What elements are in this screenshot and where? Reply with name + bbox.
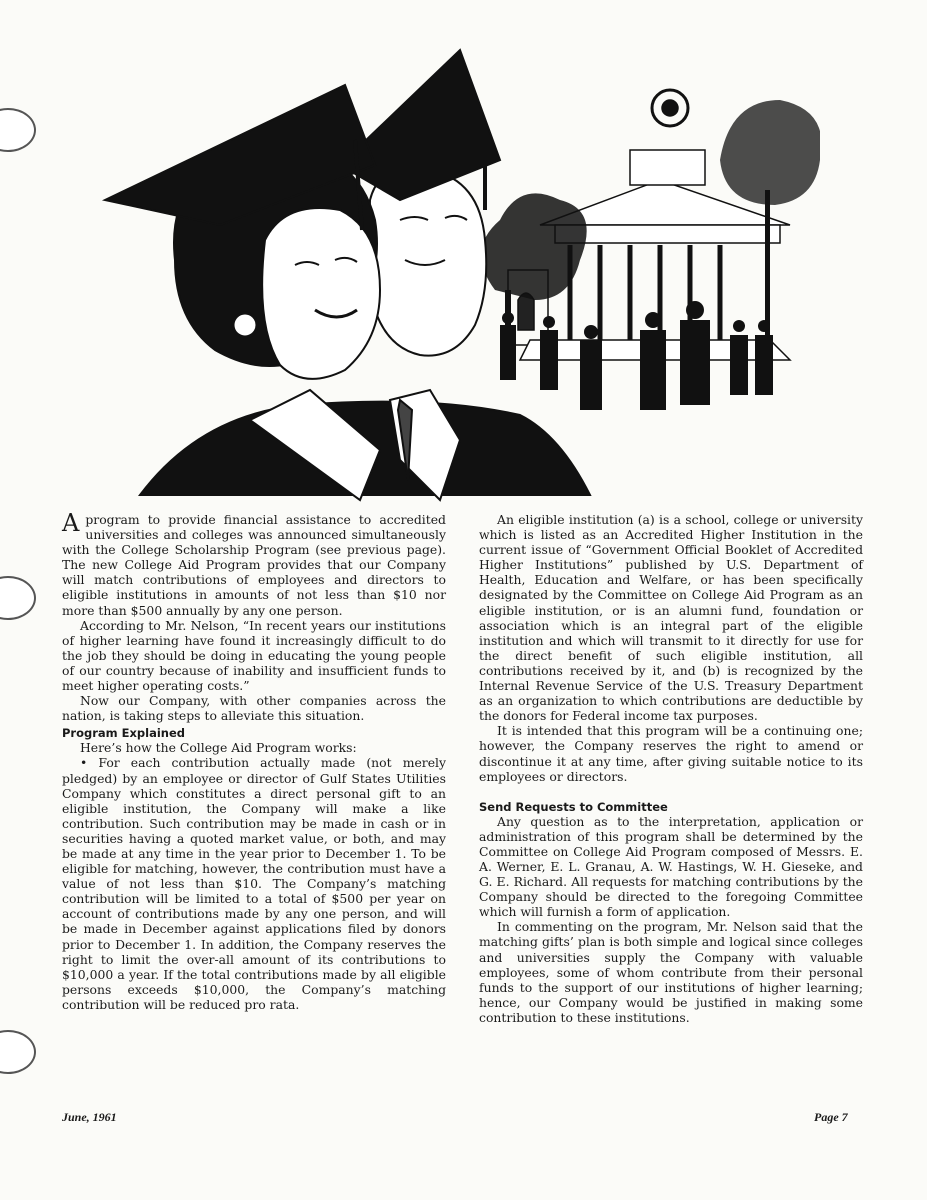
section-heading: Program Explained: [62, 726, 186, 741]
bullet-paragraph: • For each contribution actually made (not merely pledged) by an employee or director of Gulf States Utilities Company which constitutes a direct personal gift to an eligible institution, the Company will make a like contribution. Such contribution may be made in cash or in securities having a quoted market value, or both, and may be made at any time in the year prior to December 1. To be eligible for matching, however, the contribution must have a value of not less than $10. The Company’s matching contribution will be limited to a total of $500 per year on account of contributions made by any one person, and will be made in December against applications filed by donors prior to December 1. In addition, the Company reserves the right to limit the over-all amount of its contributions to $10,000 a year. If the total contributions made by all eligible persons exceeds $10,000, the Company’s matching contribution will be reduced pro rata.: [62, 755, 446, 1012]
body-paragraph: Any question as to the interpretation, application or administration of this program shall be determined by the Committee on College Aid Program composed of Messrs. E. A. Werner, E. L. Granau, A. W. Hastings, W. H. Gieseke, and G. E. Richard. All requests for matching contributions by the Company should be directed to the foregoing Committee which will furnish a form of application.: [479, 813, 863, 920]
nelson-quote-paragraph: According to Mr. Nelson, “In recent years our institutions of higher learning have found it increasingly difficult to do the job they should be doing in educating the young people of our country because of inability and insufficient funds to meet higher operating costs.”: [62, 617, 446, 694]
binder-hole: [0, 108, 36, 152]
graduates-illustration: [100, 40, 820, 510]
body-paragraph: Here’s how the College Aid Program works:: [80, 740, 357, 756]
footer-date: June, 1961: [62, 1110, 117, 1124]
body-paragraph: It is intended that this program will be a continuing one; however, the Company reserves the right to amend or discontinue it at any time, after giving suitable notice to its employees or directors.: [479, 723, 863, 784]
body-paragraph: In commenting on the program, Mr. Nelson said that the matching gifts’ plan is both simple and logical since colleges and universities supply the Company with valuable employees, some of whom contribute from their personal funds to the support of our institutions of higher learning; hence, our Company would be justified in making some contribution to these institutions.: [479, 919, 863, 1025]
drop-cap: A: [62, 509, 80, 537]
article-right-column: [479, 512, 863, 1025]
body-paragraph: An eligible institution (a) is a school, college or university which is listed as an Accredited Higher Institution in the current issue of “Government Official Booklet of Accredited Higher Institutions” published by U.S. Department of Health, Education and Welfare, or has been specifically designated by the Committee on College Aid Program as an eligible institution, or is an alumni fund, foundation or association which is an integral part of the eligible institution and which will transmit to it directly for use for the direct benefit of such eligible institution, all contributions received by it, and (b) is recognized by the Internal Revenue Service of the U.S. Treasury Department as an organization to which contributions are deductible by the donors for Federal income tax purposes.: [479, 512, 863, 724]
article-left-column: [62, 509, 446, 1012]
binder-hole: [0, 576, 36, 620]
binder-hole: [0, 1030, 36, 1074]
section-heading: Send Requests to Committee: [479, 799, 668, 814]
intro-text: program to provide financial assistance to accredited universities and colleges was announced simultaneously with the College Scholarship Program (see previous page). The new College Aid Program provides that our Company will match contributions of employees and directors to eligible institutions in amounts of not less than $10 nor more than $500 annually by any one person.: [62, 512, 446, 618]
body-paragraph: Now our Company, with other companies across the nation, is taking steps to alleviate this situation.: [62, 693, 446, 724]
page-number: Page 7: [814, 1110, 848, 1124]
intro-paragraph: [62, 509, 446, 618]
